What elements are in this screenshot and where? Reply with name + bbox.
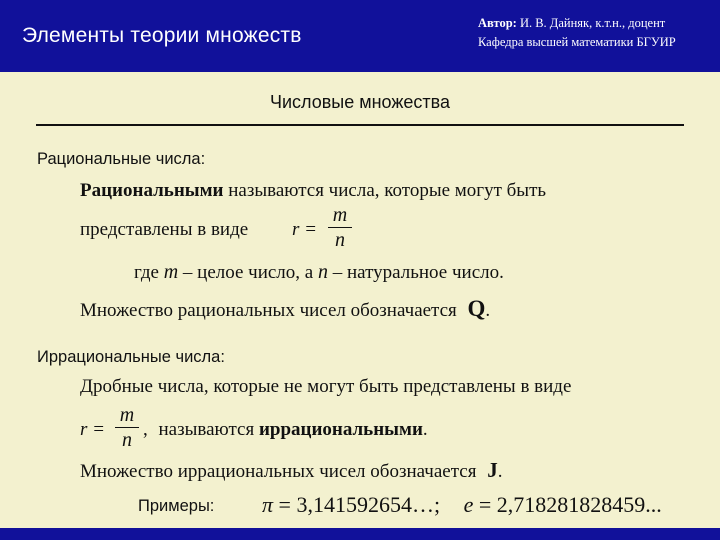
rational-definition-rest: называются числа, которые могут быть [228, 180, 547, 201]
where-m-desc: – целое число, а [182, 262, 314, 283]
rational-set-symbol: Q [467, 296, 486, 321]
footer-bar [0, 528, 720, 540]
irrational-heading: Иррациональные числа: [37, 348, 225, 366]
examples-formulas [262, 492, 662, 518]
author-label: Автор: [478, 16, 517, 30]
title-divider [36, 124, 684, 126]
rational-heading: Рациональные числа: [37, 150, 206, 168]
irrational-fraction-denominator: n [122, 429, 132, 452]
rational-term: Рациональными [80, 180, 224, 201]
irrational-formula-comma: , [143, 419, 148, 440]
header-bar [0, 0, 720, 72]
pi-value: = 3,141592654…; [278, 492, 441, 517]
fraction-bar [115, 427, 139, 428]
irrational-fraction [115, 404, 139, 451]
irrational-set-text: Множество иррациональных чисел обозначается [80, 461, 477, 482]
pi-symbol: π [262, 492, 274, 517]
irrational-term: иррациональными [258, 419, 423, 440]
rational-fraction-numerator: m [332, 204, 348, 226]
irrational-formula-lhs: r = [80, 419, 105, 440]
department: Кафедра высшей математики БГУИР [478, 35, 676, 49]
author-line [478, 14, 676, 33]
where-n-desc: – натуральное число. [332, 262, 504, 283]
irrational-called-line [143, 419, 428, 441]
rational-where-line [134, 261, 504, 284]
where-n: n [317, 261, 328, 283]
e-value: = 2,718281828459... [478, 492, 662, 517]
presentation-title: Элементы теории множеств [22, 24, 302, 47]
rational-set-text: Множество рациональных чисел обозначается [80, 300, 457, 321]
rational-fraction [328, 204, 352, 251]
slide-title: Числовые множества [269, 92, 451, 112]
author-info [478, 14, 676, 52]
rational-form-text: представлены в виде [80, 219, 249, 240]
where-m: m [163, 261, 179, 283]
rational-set-line [80, 296, 490, 322]
where-word: где [134, 262, 159, 283]
irrational-called-text: называются [158, 419, 255, 440]
rational-definition [80, 180, 546, 202]
irrational-term-end: . [422, 419, 428, 440]
irrational-line1: Дробные числа, которые не могут быть представлены в виде [80, 376, 572, 397]
irrational-fraction-numerator: m [119, 404, 135, 426]
rational-set-end: . [485, 300, 491, 321]
irrational-set-symbol: J [487, 458, 498, 482]
irrational-set-line [80, 458, 502, 483]
e-symbol: e [463, 492, 474, 517]
author-name: И. В. Дайняк, к.т.н., доцент [519, 16, 666, 30]
irrational-set-end: . [497, 461, 503, 482]
rational-formula-lhs: r = [292, 219, 317, 240]
examples-label: Примеры: [138, 497, 215, 515]
rational-fraction-denominator: n [335, 229, 345, 252]
fraction-bar [328, 227, 352, 228]
